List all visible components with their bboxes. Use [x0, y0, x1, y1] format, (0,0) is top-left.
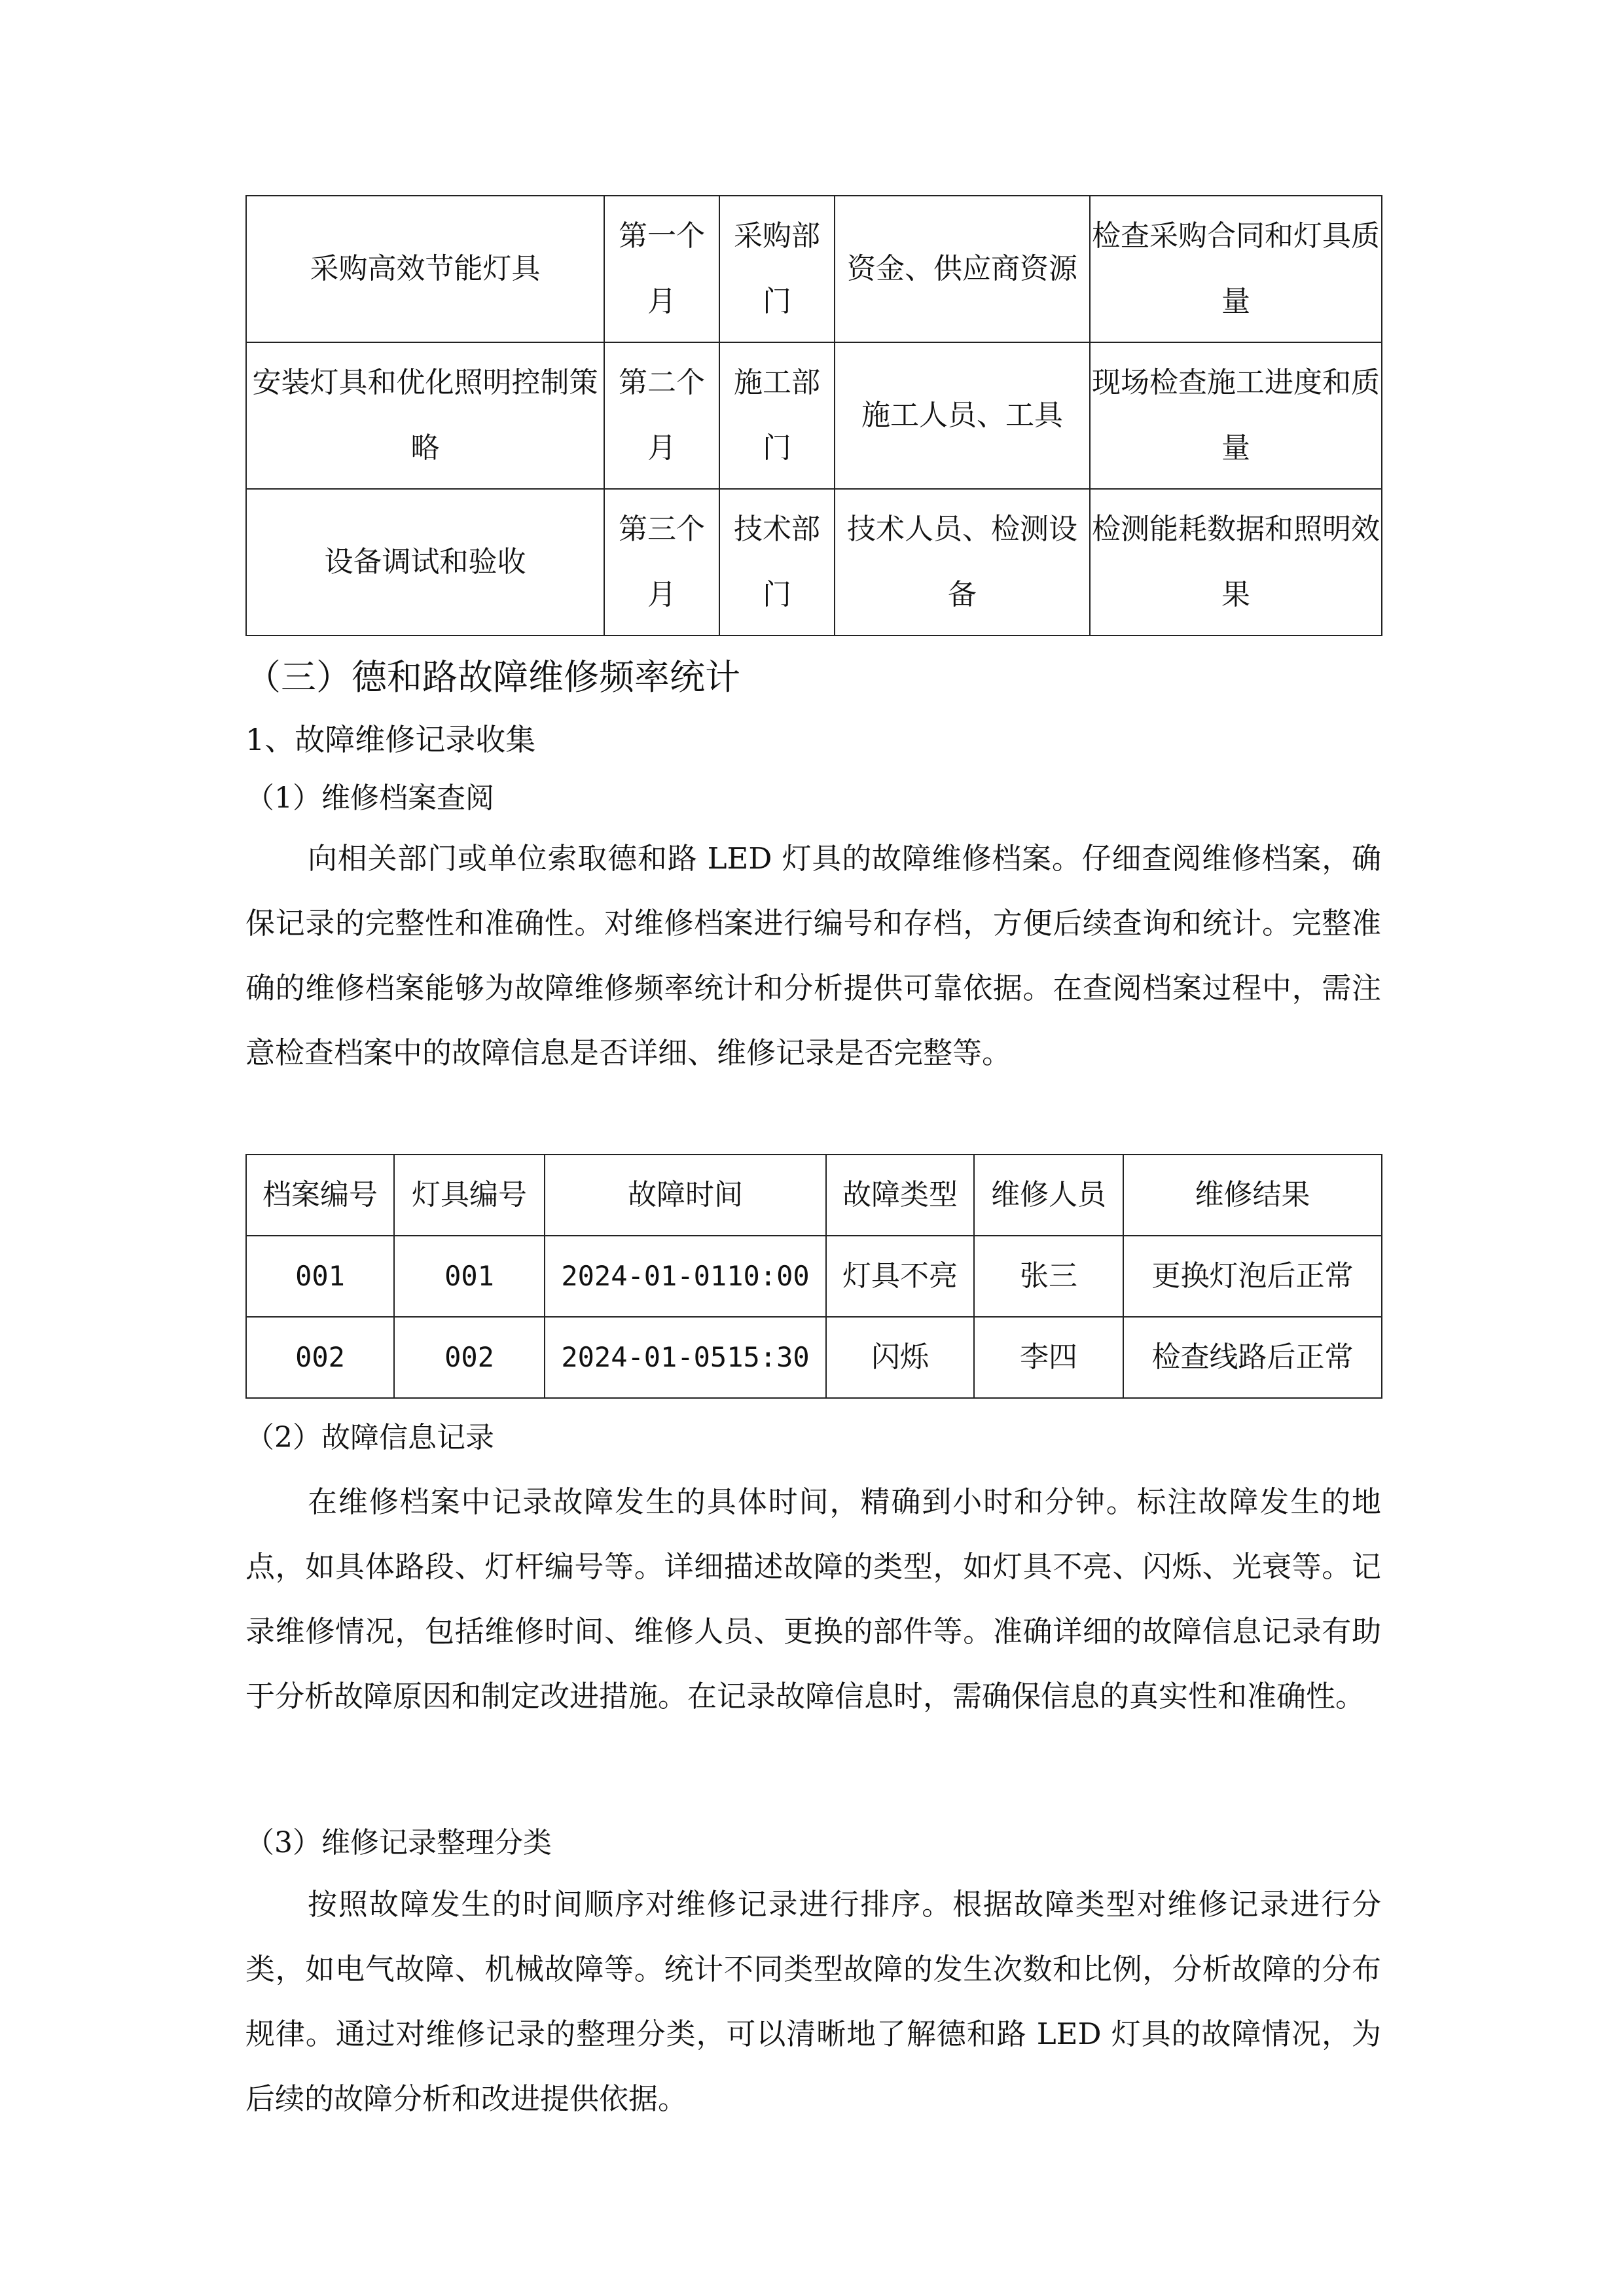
- table-cell: 现场检查施工进度和质量: [1090, 342, 1382, 489]
- table-cell: 张三: [974, 1236, 1123, 1317]
- column-header: 灯具编号: [394, 1155, 545, 1236]
- table-row: [246, 1236, 1382, 1317]
- table-cell: 灯具不亮: [826, 1236, 974, 1317]
- column-header: 维修人员: [974, 1155, 1123, 1236]
- item-title: （1）维修档案查阅: [245, 781, 494, 815]
- table-cell: 安装灯具和优化照明控制策略: [246, 342, 604, 489]
- table-cell: 资金、供应商资源: [835, 196, 1090, 342]
- table-cell: 闪烁: [826, 1317, 974, 1398]
- table-row: [246, 489, 1382, 636]
- section-heading: （三）德和路故障维修频率统计: [245, 656, 740, 698]
- paragraph: 按照故障发生的时间顺序对维修记录进行排序。根据故障类型对维修记录进行分类，如电气故障、机械故障等。统计不同类型故障的发生次数和比例，分析故障的分布规律。通过对维修记录的整理分类，可以清晰地了解德和路 LED 灯具的故障情况，为后续的故障分析和改进提供依据。: [245, 1887, 1381, 2116]
- column-header: 故障时间: [545, 1155, 826, 1236]
- paragraph: 在维修档案中记录故障发生的具体时间，精确到小时和分钟。标注故障发生的地点，如具体路段、灯杆编号等。详细描述故障的类型，如灯具不亮、闪烁、光衰等。记录维修情况，包括维修时间、维修人员、更换的部件等。准确详细的故障信息记录有助于分析故障原因和制定改进措施。在记录故障信息时，需确保信息的真实性和准确性。: [245, 1484, 1381, 1713]
- item-title: （3）维修记录整理分类: [245, 1826, 552, 1859]
- table-cell: 001: [246, 1236, 394, 1317]
- table-cell: 施工部门: [719, 342, 835, 489]
- table-cell: 第一个月: [604, 196, 719, 342]
- table-cell: 2024-01-0110:00: [545, 1236, 826, 1317]
- table-cell: 第二个月: [604, 342, 719, 489]
- implementation-plan-table: [245, 195, 1382, 636]
- table-cell: 李四: [974, 1317, 1123, 1398]
- table-cell: 002: [246, 1317, 394, 1398]
- table-cell: 施工人员、工具: [835, 342, 1090, 489]
- table-cell: 第三个月: [604, 489, 719, 636]
- table-cell: 001: [394, 1236, 545, 1317]
- table-cell: 技术部门: [719, 489, 835, 636]
- table-cell: 技术人员、检测设备: [835, 489, 1090, 636]
- table-row: [246, 1317, 1382, 1398]
- column-header: 故障类型: [826, 1155, 974, 1236]
- table-cell: 2024-01-0515:30: [545, 1317, 826, 1398]
- table-cell: 检查线路后正常: [1123, 1317, 1382, 1398]
- paragraph: 向相关部门或单位索取德和路 LED 灯具的故障维修档案。仔细查阅维修档案，确保记录的完整性和准确性。对维修档案进行编号和存档，方便后续查询和统计。完整准确的维修档案能够为故障维修频率统计和分析提供可靠依据。在查阅档案过程中，需注意检查档案中的故障信息是否详细、维修记录是否完整等。: [245, 841, 1381, 1070]
- table-row: [246, 196, 1382, 342]
- sub-heading: 1、故障维修记录收集: [245, 722, 536, 757]
- table-cell: 检测能耗数据和照明效果: [1090, 489, 1382, 636]
- table-cell: 设备调试和验收: [246, 489, 604, 636]
- table-row: [246, 342, 1382, 489]
- table-cell: 采购部门: [719, 196, 835, 342]
- table-cell: 002: [394, 1317, 545, 1398]
- table-cell: 采购高效节能灯具: [246, 196, 604, 342]
- column-header: 维修结果: [1123, 1155, 1382, 1236]
- table-cell: 检查采购合同和灯具质量: [1090, 196, 1382, 342]
- item-title: （2）故障信息记录: [245, 1421, 494, 1454]
- repair-record-table: [245, 1154, 1382, 1399]
- column-header: 档案编号: [246, 1155, 394, 1236]
- table-header-row: [246, 1155, 1382, 1236]
- table-cell: 更换灯泡后正常: [1123, 1236, 1382, 1317]
